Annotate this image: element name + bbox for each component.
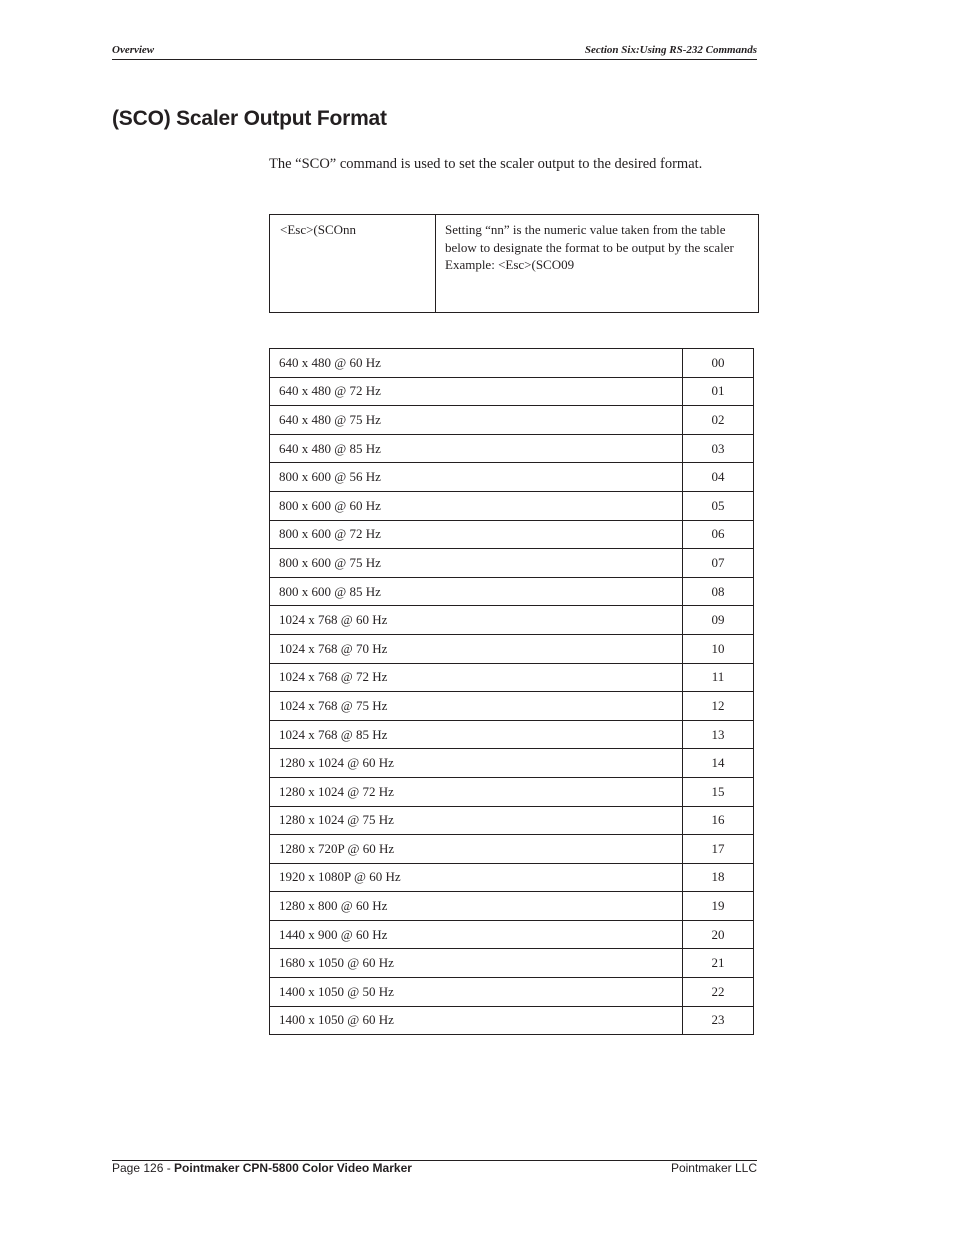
footer-company: Pointmaker LLC (670, 1161, 757, 1175)
table-row (270, 434, 754, 463)
table-row (270, 720, 754, 749)
code-cell: 02 (683, 406, 754, 435)
header-section-label: Overview (112, 44, 155, 56)
table-row (270, 520, 754, 549)
code-cell: 23 (683, 1006, 754, 1035)
format-cell: 1680 x 1050 @ 60 Hz (270, 949, 683, 978)
code-cell: 14 (683, 749, 754, 778)
code-cell: 10 (683, 634, 754, 663)
code-cell: 09 (683, 606, 754, 635)
code-cell: 07 (683, 549, 754, 578)
code-cell: 18 (683, 863, 754, 892)
table-row (270, 920, 754, 949)
format-cell: 1920 x 1080P @ 60 Hz (270, 863, 683, 892)
footer-page-number: Page 126 - (112, 1161, 175, 1175)
format-cell: 1280 x 1024 @ 72 Hz (270, 777, 683, 806)
format-cell: 1400 x 1050 @ 50 Hz (270, 978, 683, 1007)
format-cell: 640 x 480 @ 85 Hz (270, 434, 683, 463)
running-footer (112, 1160, 757, 1175)
format-cell: 1440 x 900 @ 60 Hz (270, 920, 683, 949)
format-cell: 800 x 600 @ 56 Hz (270, 463, 683, 492)
code-cell: 11 (683, 663, 754, 692)
format-cell: 640 x 480 @ 60 Hz (270, 349, 683, 378)
command-syntax-table (269, 214, 759, 313)
format-cell: 1024 x 768 @ 60 Hz (270, 606, 683, 635)
table-row (270, 777, 754, 806)
code-cell: 01 (683, 377, 754, 406)
code-cell: 13 (683, 720, 754, 749)
table-row (270, 606, 754, 635)
output-format-table (269, 348, 754, 1035)
table-row (270, 663, 754, 692)
code-cell: 05 (683, 491, 754, 520)
table-row (270, 949, 754, 978)
code-cell: 06 (683, 520, 754, 549)
table-row (270, 549, 754, 578)
table-row (270, 835, 754, 864)
table-row (270, 349, 754, 378)
intro-paragraph: The “SCO” command is used to set the scaler output to the desired format. (269, 156, 703, 172)
table-row (270, 577, 754, 606)
code-cell: 20 (683, 920, 754, 949)
format-cell: 640 x 480 @ 75 Hz (270, 406, 683, 435)
format-cell: 640 x 480 @ 72 Hz (270, 377, 683, 406)
table-row (270, 1006, 754, 1035)
format-cell: 1024 x 768 @ 75 Hz (270, 692, 683, 721)
code-cell: 22 (683, 978, 754, 1007)
format-cell: 1280 x 1024 @ 60 Hz (270, 749, 683, 778)
table-row (270, 892, 754, 921)
format-cell: 1280 x 800 @ 60 Hz (270, 892, 683, 921)
code-cell: 19 (683, 892, 754, 921)
output-format-table-body (270, 349, 754, 1035)
table-row (270, 634, 754, 663)
code-cell: 12 (683, 692, 754, 721)
format-cell: 1024 x 768 @ 70 Hz (270, 634, 683, 663)
description-line: Example: <Esc>(SCO09 (445, 257, 575, 272)
format-cell: 800 x 600 @ 60 Hz (270, 491, 683, 520)
table-row (270, 463, 754, 492)
table-row (270, 978, 754, 1007)
code-cell: 15 (683, 777, 754, 806)
code-cell: 03 (683, 434, 754, 463)
table-row (270, 692, 754, 721)
table-row (270, 806, 754, 835)
code-cell: 08 (683, 577, 754, 606)
command-description-cell (436, 215, 758, 312)
description-line: Setting “nn” is the numeric value taken from the table (445, 222, 726, 237)
code-cell: 17 (683, 835, 754, 864)
code-cell: 00 (683, 349, 754, 378)
format-cell: 800 x 600 @ 75 Hz (270, 549, 683, 578)
table-row (270, 377, 754, 406)
footer-product-name: Pointmaker CPN-5800 Color Video Marker (174, 1161, 412, 1175)
format-cell: 1280 x 720P @ 60 Hz (270, 835, 683, 864)
format-cell: 1400 x 1050 @ 60 Hz (270, 1006, 683, 1035)
page-title: (SCO) Scaler Output Format (112, 107, 387, 130)
format-cell: 1280 x 1024 @ 75 Hz (270, 806, 683, 835)
command-syntax-cell: <Esc>(SCOnn (270, 215, 436, 312)
table-row (270, 491, 754, 520)
format-cell: 1024 x 768 @ 85 Hz (270, 720, 683, 749)
format-cell: 1024 x 768 @ 72 Hz (270, 663, 683, 692)
code-cell: 21 (683, 949, 754, 978)
format-cell: 800 x 600 @ 85 Hz (270, 577, 683, 606)
table-row (270, 863, 754, 892)
table-row (270, 406, 754, 435)
running-header (112, 43, 757, 60)
description-line: below to designate the format to be output by the scaler (445, 239, 734, 255)
table-row (270, 749, 754, 778)
format-cell: 800 x 600 @ 72 Hz (270, 520, 683, 549)
code-cell: 04 (683, 463, 754, 492)
code-cell: 16 (683, 806, 754, 835)
header-chapter-label: Section Six:Using RS-232 Commands (584, 44, 757, 56)
footer-page-label (112, 1161, 412, 1175)
